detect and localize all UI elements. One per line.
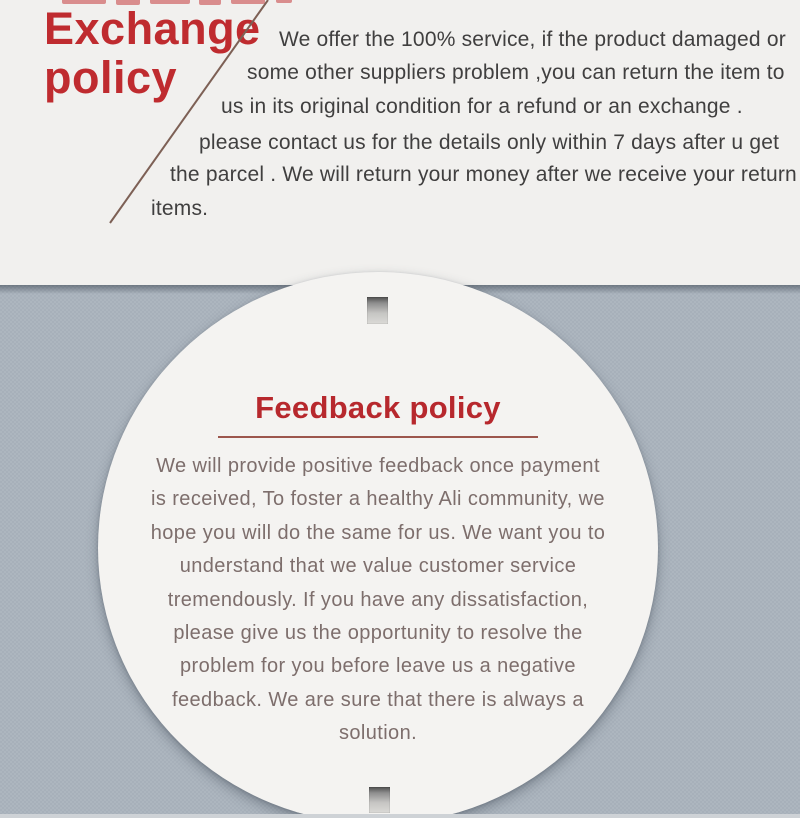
- feedback-policy-card: [98, 272, 658, 818]
- mounting-slot-top-icon: [367, 297, 388, 324]
- feedback-policy-text-line: tremendously. If you have any dissatisfaction,: [167, 588, 589, 611]
- feedback-policy-text-line: feedback. We are sure that there is always a: [172, 688, 584, 711]
- exchange-policy-text-line: We offer the 100% service, if the product damaged or: [279, 28, 786, 51]
- exchange-policy-title-line2: policy: [44, 52, 178, 103]
- exchange-policy-title-line1: Exchange: [44, 3, 261, 54]
- feedback-policy-text-line: solution.: [338, 722, 418, 745]
- feedback-policy-text-line: problem for you before leave us a negative: [180, 655, 576, 678]
- exchange-policy-text-line: please contact us for the details only within 7 days after u get: [199, 131, 780, 154]
- exchange-policy-text-line: items.: [151, 197, 209, 220]
- mounting-slot-bottom-icon: [369, 787, 390, 813]
- exchange-policy-text-line: the parcel . We will return your money after we receive your return: [170, 163, 797, 186]
- feedback-policy-text-line: understand that we value customer service: [179, 555, 577, 578]
- diagonal-divider-line: [0, 0, 800, 285]
- title-underline: [218, 436, 538, 438]
- feedback-policy-title: Feedback policy: [255, 390, 501, 425]
- feedback-policy-text-line: hope you will do the same for us. We want you to: [150, 521, 606, 544]
- exchange-policy-text-line: some other suppliers problem ,you can return the item to: [247, 61, 785, 84]
- exchange-policy-section: [0, 0, 800, 285]
- feedback-policy-text: [118, 450, 638, 751]
- bottom-edge-strip: [0, 814, 800, 818]
- feedback-policy-text-line: please give us the opportunity to resolve the: [173, 622, 583, 645]
- exchange-policy-text-line: us in its original condition for a refund or an exchange .: [221, 95, 743, 118]
- feedback-policy-text-line: We will provide positive feedback once payment: [156, 455, 600, 477]
- feedback-policy-text-line: is received, To foster a healthy Ali community, we: [151, 488, 605, 511]
